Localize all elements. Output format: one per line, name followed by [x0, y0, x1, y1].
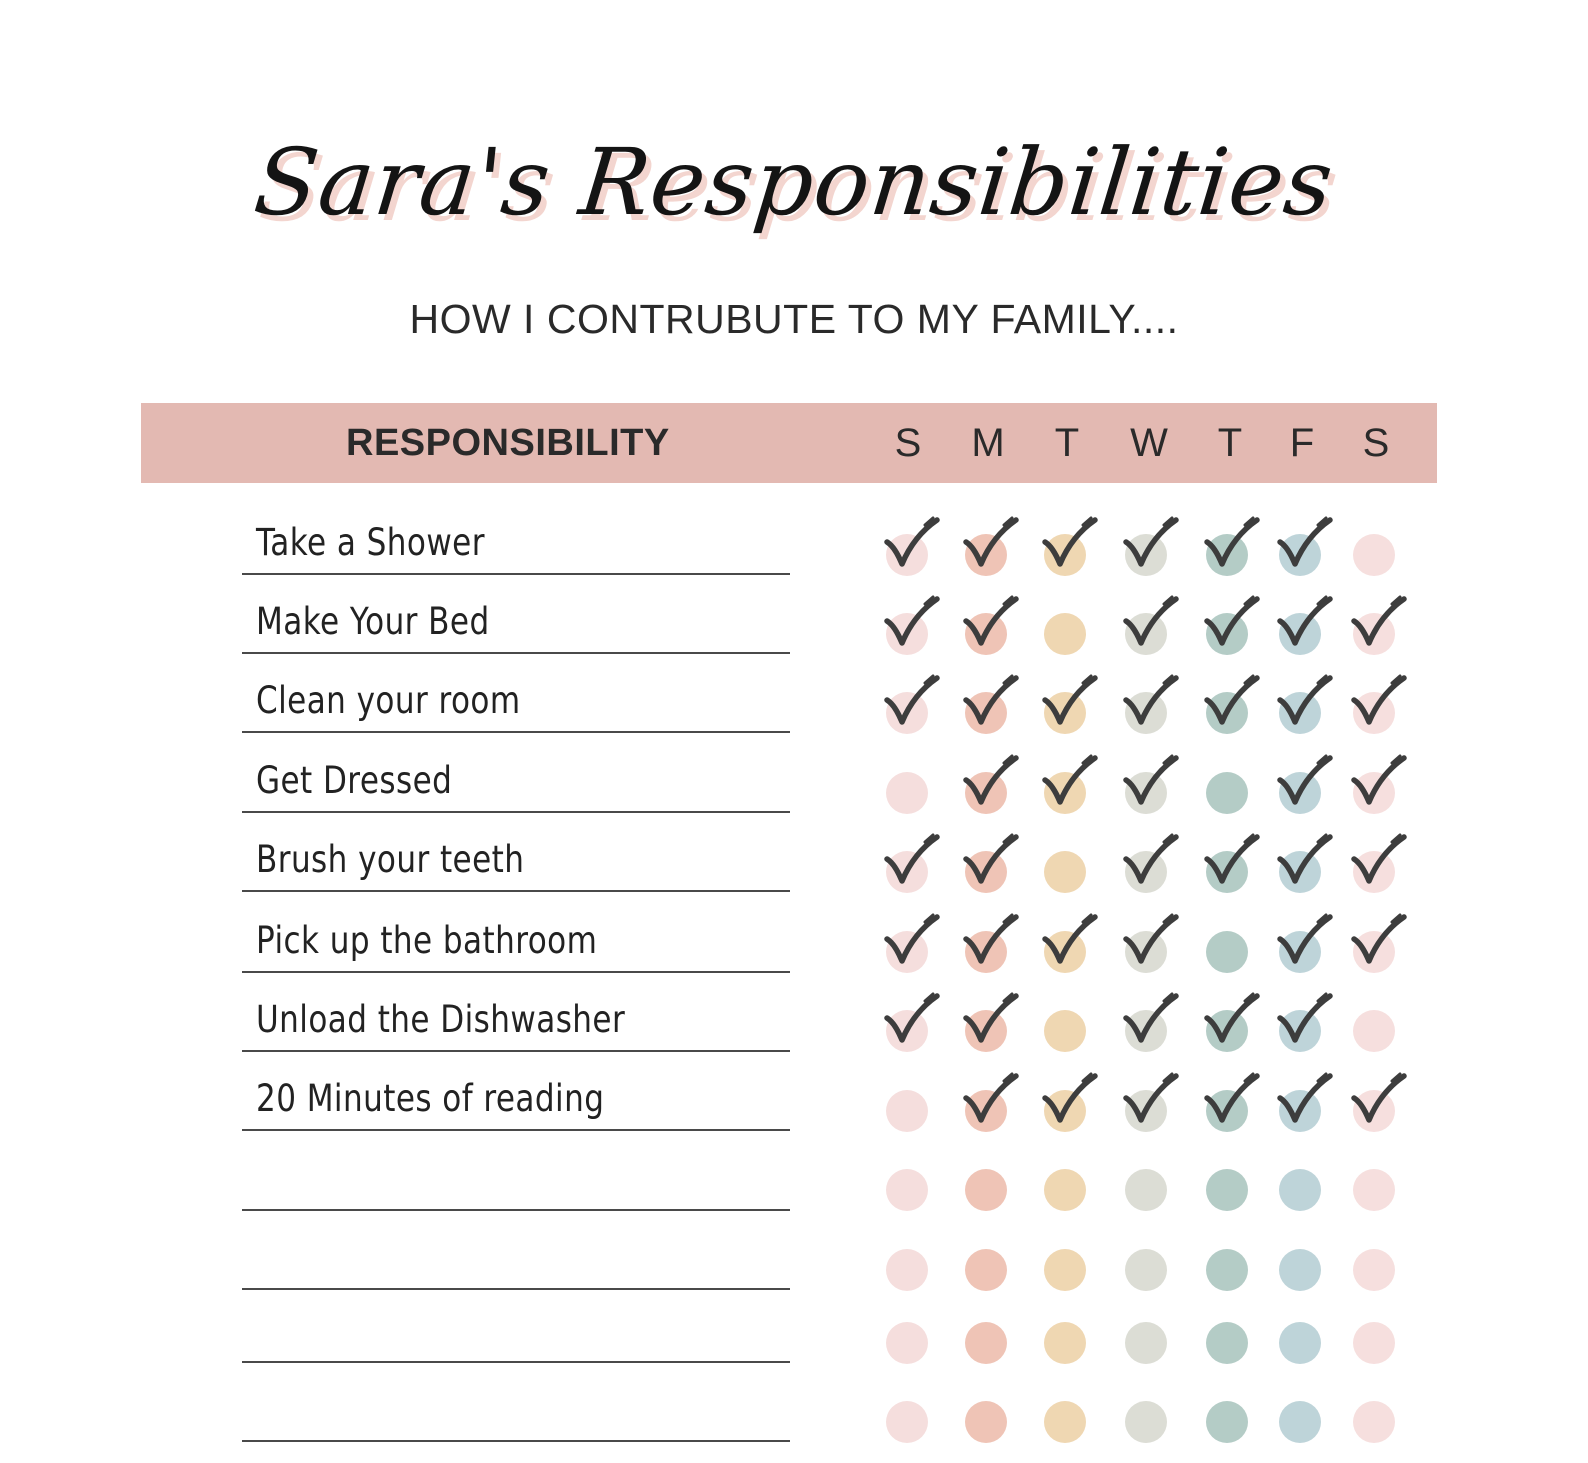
check-icon — [962, 596, 1020, 648]
check-icon — [1122, 755, 1180, 807]
check-icon — [883, 517, 941, 569]
task-writing-line — [242, 573, 790, 575]
check-icon — [1203, 1073, 1261, 1125]
task-label: Get Dressed — [256, 759, 453, 802]
task-writing-line — [242, 1440, 790, 1442]
table-header — [141, 403, 1437, 483]
day-checkbox[interactable] — [1353, 1010, 1395, 1052]
day-checkbox[interactable] — [1353, 1322, 1395, 1364]
task-writing-line — [242, 890, 790, 892]
page-title: Sara's Responsibilities — [249, 129, 1339, 236]
check-icon — [962, 834, 1020, 886]
check-icon — [1276, 914, 1334, 966]
task-label: Make Your Bed — [256, 600, 490, 643]
check-icon — [883, 596, 941, 648]
check-icon — [1350, 675, 1408, 727]
check-icon — [1041, 755, 1099, 807]
check-icon — [1203, 596, 1261, 648]
task-writing-line — [242, 731, 790, 733]
check-icon — [1276, 834, 1334, 886]
task-label: Unload the Dishwasher — [256, 998, 626, 1041]
check-icon — [962, 1073, 1020, 1125]
check-icon — [883, 914, 941, 966]
check-icon — [1122, 675, 1180, 727]
day-checkbox[interactable] — [1044, 613, 1086, 655]
check-icon — [1041, 914, 1099, 966]
check-icon — [962, 914, 1020, 966]
check-icon — [1122, 834, 1180, 886]
check-icon — [883, 834, 941, 886]
day-header-sunday: S — [894, 421, 922, 465]
task-label: Pick up the bathroom — [256, 919, 598, 962]
task-label: 20 Minutes of reading — [256, 1077, 605, 1120]
day-checkbox[interactable] — [886, 1249, 928, 1291]
day-checkbox[interactable] — [1044, 851, 1086, 893]
check-icon — [883, 993, 941, 1045]
day-header-tuesday: T — [1054, 421, 1080, 465]
check-icon — [1350, 1073, 1408, 1125]
day-header-wednesday: W — [1130, 421, 1168, 465]
day-checkbox[interactable] — [1206, 1401, 1248, 1443]
day-checkbox[interactable] — [1044, 1010, 1086, 1052]
check-icon — [1041, 517, 1099, 569]
day-checkbox[interactable] — [1279, 1169, 1321, 1211]
task-writing-line — [242, 1209, 790, 1211]
task-writing-line — [242, 811, 790, 813]
day-checkbox[interactable] — [1353, 1249, 1395, 1291]
page-subtitle: HOW I CONTRUBUTE TO MY FAMILY.... — [409, 296, 1179, 342]
day-checkbox[interactable] — [1125, 1169, 1167, 1211]
check-icon — [1203, 993, 1261, 1045]
check-icon — [962, 993, 1020, 1045]
day-checkbox[interactable] — [886, 1090, 928, 1132]
check-icon — [1276, 517, 1334, 569]
check-icon — [962, 675, 1020, 727]
task-writing-line — [242, 1050, 790, 1052]
day-checkbox[interactable] — [1206, 772, 1248, 814]
day-checkbox[interactable] — [1125, 1401, 1167, 1443]
day-checkbox[interactable] — [1353, 1169, 1395, 1211]
task-writing-line — [242, 652, 790, 654]
day-header-saturday: S — [1362, 421, 1390, 465]
day-checkbox[interactable] — [886, 1169, 928, 1211]
day-checkbox[interactable] — [886, 1401, 928, 1443]
task-label: Take a Shower — [256, 521, 485, 564]
day-checkbox[interactable] — [965, 1401, 1007, 1443]
check-icon — [1203, 834, 1261, 886]
check-icon — [1203, 517, 1261, 569]
day-checkbox[interactable] — [1206, 931, 1248, 973]
check-icon — [1276, 596, 1334, 648]
check-icon — [1276, 675, 1334, 727]
check-icon — [1041, 1073, 1099, 1125]
task-writing-line — [242, 1361, 790, 1363]
day-header-thursday: T — [1217, 421, 1243, 465]
day-checkbox[interactable] — [1125, 1249, 1167, 1291]
day-checkbox[interactable] — [1353, 1401, 1395, 1443]
task-writing-line — [242, 971, 790, 973]
day-checkbox[interactable] — [1279, 1322, 1321, 1364]
check-icon — [1122, 517, 1180, 569]
check-icon — [962, 755, 1020, 807]
day-checkbox[interactable] — [886, 772, 928, 814]
check-icon — [1276, 993, 1334, 1045]
day-checkbox[interactable] — [1044, 1401, 1086, 1443]
check-icon — [1122, 596, 1180, 648]
day-checkbox[interactable] — [1044, 1322, 1086, 1364]
day-checkbox[interactable] — [1206, 1249, 1248, 1291]
check-icon — [1350, 834, 1408, 886]
check-icon — [1122, 914, 1180, 966]
check-icon — [1350, 914, 1408, 966]
task-label: Brush your teeth — [256, 838, 525, 881]
check-icon — [1276, 1073, 1334, 1125]
check-icon — [1122, 993, 1180, 1045]
check-icon — [1276, 755, 1334, 807]
day-checkbox[interactable] — [1353, 534, 1395, 576]
check-icon — [1350, 755, 1408, 807]
day-checkbox[interactable] — [1279, 1401, 1321, 1443]
responsibility-column-header: RESPONSIBILITY — [346, 422, 670, 464]
day-checkbox[interactable] — [965, 1322, 1007, 1364]
day-checkbox[interactable] — [965, 1249, 1007, 1291]
day-checkbox[interactable] — [1279, 1249, 1321, 1291]
day-header-friday: F — [1289, 421, 1315, 465]
day-checkbox[interactable] — [886, 1322, 928, 1364]
task-label: Clean your room — [256, 679, 521, 722]
day-checkbox[interactable] — [1206, 1322, 1248, 1364]
task-writing-line — [242, 1129, 790, 1131]
day-header-monday: M — [971, 421, 1005, 465]
day-checkbox[interactable] — [1044, 1249, 1086, 1291]
check-icon — [883, 675, 941, 727]
check-icon — [1041, 675, 1099, 727]
check-icon — [1203, 675, 1261, 727]
task-writing-line — [242, 1288, 790, 1290]
day-checkbox[interactable] — [965, 1169, 1007, 1211]
day-checkbox[interactable] — [1044, 1169, 1086, 1211]
check-icon — [962, 517, 1020, 569]
day-checkbox[interactable] — [1125, 1322, 1167, 1364]
check-icon — [1122, 1073, 1180, 1125]
check-icon — [1350, 596, 1408, 648]
day-checkbox[interactable] — [1206, 1169, 1248, 1211]
